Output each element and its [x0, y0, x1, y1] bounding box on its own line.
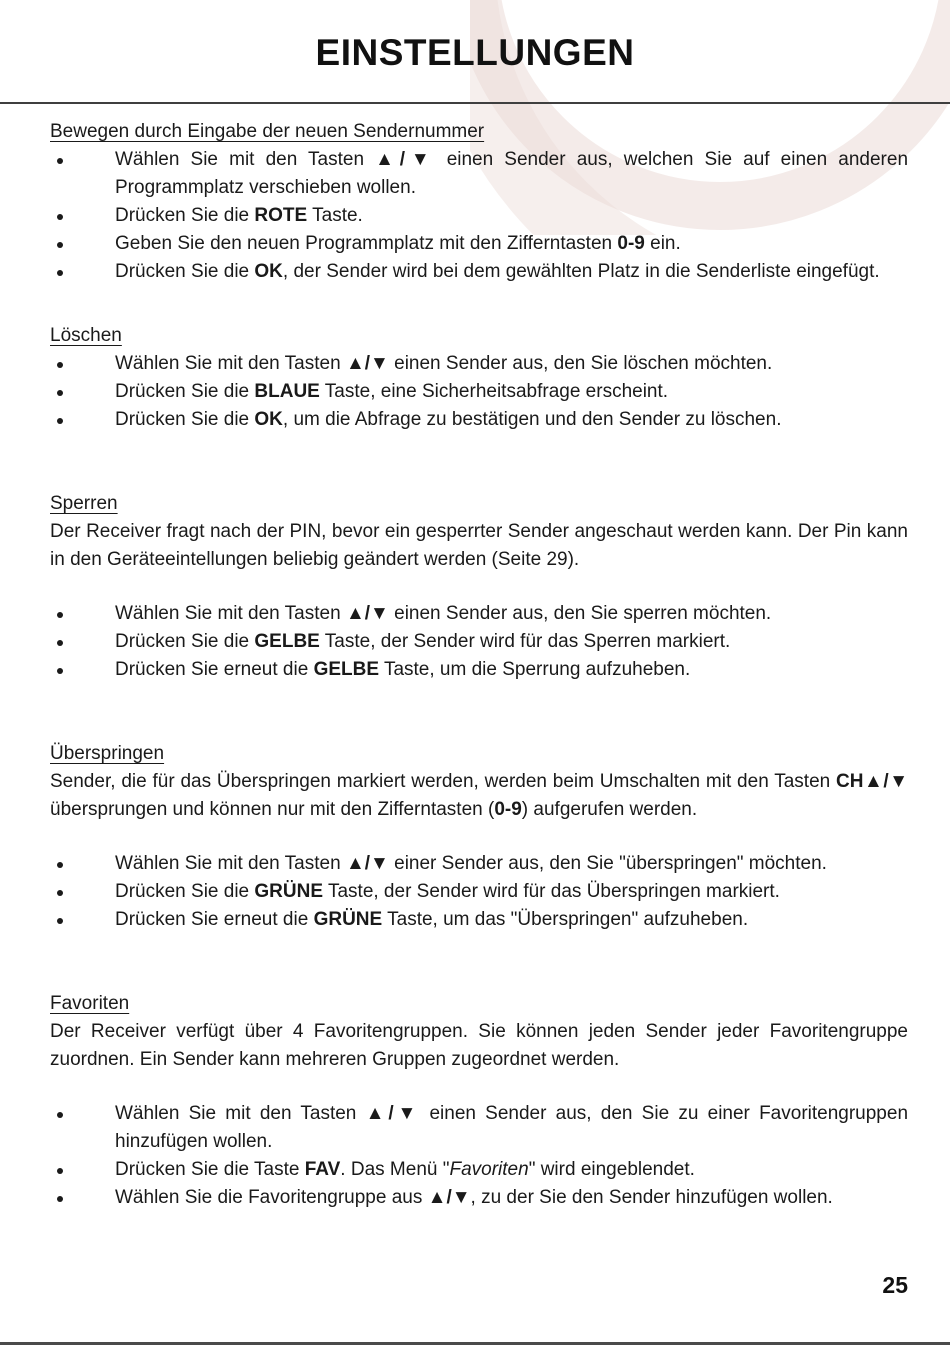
bullet-list — [50, 600, 908, 684]
text-run: Taste, um die Sperrung aufzuheben. — [379, 659, 691, 680]
bullet-item — [50, 906, 908, 934]
section-heading: Bewegen durch Eingabe der neuen Sendernummer — [50, 121, 485, 142]
text-run: Wählen Sie mit den Tasten — [115, 1103, 366, 1124]
bullet-list — [50, 146, 908, 286]
bullet-item — [50, 230, 908, 258]
emphasized-text: ▲/▼ — [345, 603, 389, 624]
emphasized-text: Favoriten — [449, 1159, 529, 1180]
section-bewegen-durch-eingabe-der-neuen-sendernummer — [50, 118, 908, 286]
text-run: Drücken Sie die — [115, 261, 255, 282]
text-run: Wählen Sie die Favoritengruppe aus — [115, 1187, 428, 1208]
page-title: EINSTELLUNGEN — [315, 32, 635, 73]
bullet-item — [50, 202, 908, 230]
bullet-item — [50, 350, 908, 378]
bullet-list — [50, 850, 908, 934]
bullet-item — [50, 146, 908, 202]
emphasized-text: ▲/▼ — [427, 1187, 471, 1208]
emphasized-text: GELBE — [254, 631, 320, 652]
text-run: einen Sender aus, welchen Sie auf einen anderen Programmplatz verschieben wollen. — [115, 149, 909, 198]
text-run: Drücken Sie die Taste — [115, 1159, 305, 1180]
bullet-item — [50, 850, 908, 878]
emphasized-text: GRÜNE — [254, 881, 324, 902]
section-u-berspringen — [50, 740, 908, 934]
emphasized-text: GELBE — [313, 659, 380, 680]
text-run: einen Sender aus, den Sie sperren möchten. — [388, 603, 772, 624]
text-run: Der Receiver verfügt über 4 Favoritengruppen. Sie können jeden Sender jeder Favoritengruppe zuordnen. Ein Sender kann mehreren Gruppen zugeordnet werden. — [50, 1021, 908, 1070]
emphasized-text: FAV — [304, 1159, 341, 1180]
section-paragraph — [50, 1018, 908, 1074]
emphasized-text: ROTE — [254, 205, 308, 226]
text-run: Taste, eine Sicherheitsabfrage erscheint. — [319, 381, 669, 402]
text-run: Drücken Sie die — [115, 205, 255, 226]
text-run: Sender, die für das Überspringen markiert werden, werden beim Umschalten mit den Tasten — [50, 771, 837, 792]
bullet-item — [50, 378, 908, 406]
section-heading: Überspringen — [50, 743, 165, 764]
text-run: " wird eingeblendet. — [528, 1159, 695, 1180]
text-run: einen Sender aus, den Sie zu einer Favoritengruppen hinzufügen wollen. — [115, 1103, 909, 1152]
section-lo-schen — [50, 322, 908, 434]
section-heading: Sperren — [50, 493, 118, 514]
emphasized-text: BLAUE — [254, 381, 320, 402]
emphasized-text: ▲/▼ — [345, 353, 389, 374]
emphasized-text: GRÜNE — [313, 909, 383, 930]
text-run: übersprungen und können nur mit den Zifferntasten ( — [50, 799, 495, 820]
emphasized-text: ▲/▼ — [375, 149, 436, 170]
text-run: Wählen Sie mit den Tasten — [115, 853, 346, 874]
text-run: , zu der Sie den Sender hinzufügen wollen. — [470, 1187, 833, 1208]
section-paragraph — [50, 768, 908, 824]
text-run: Der Receiver fragt nach der PIN, bevor ein gesperrter Sender angeschaut werden kann. Der Pin kann in den Geräteeintellungen beliebig geändert werden (Seite 29). — [50, 521, 908, 570]
bullet-item — [50, 878, 908, 906]
text-run: Drücken Sie die — [115, 409, 255, 430]
page-header — [0, 0, 950, 104]
text-run: Taste. — [307, 205, 363, 226]
text-run: Geben Sie den neuen Programmplatz mit den Zifferntasten — [115, 233, 618, 254]
section-sperren — [50, 490, 908, 684]
emphasized-text: ▲/▼ — [365, 1103, 421, 1124]
bullet-item — [50, 628, 908, 656]
section-heading: Löschen — [50, 325, 122, 346]
text-run: Taste, um das "Überspringen" aufzuheben. — [382, 909, 749, 930]
bullet-item — [50, 656, 908, 684]
text-run: Drücken Sie die — [115, 631, 255, 652]
text-run: einen Sender aus, den Sie löschen möchten. — [388, 353, 773, 374]
text-run: Drücken Sie die — [115, 881, 255, 902]
section-favoriten — [50, 990, 908, 1212]
text-run: einer Sender aus, den Sie "überspringen" möchten. — [388, 853, 827, 874]
bullet-list — [50, 1100, 908, 1212]
text-run: , um die Abfrage zu bestätigen und den Sender zu löschen. — [282, 409, 782, 430]
text-run: , der Sender wird bei dem gewählten Platz in die Senderliste eingefügt. — [282, 261, 880, 282]
section-heading: Favoriten — [50, 993, 130, 1014]
text-run: Drücken Sie erneut die — [115, 909, 314, 930]
text-run: Taste, der Sender wird für das Sperren markiert. — [319, 631, 731, 652]
bullet-item — [50, 258, 908, 286]
section-paragraph — [50, 518, 908, 574]
emphasized-text: ▲/▼ — [345, 853, 389, 874]
text-run: Taste, der Sender wird für das Überspringen markiert. — [323, 881, 780, 902]
bullet-item — [50, 1100, 908, 1156]
emphasized-text: CH▲/▼ — [836, 771, 908, 792]
bullet-item — [50, 1184, 908, 1212]
bullet-item — [50, 406, 908, 434]
bullet-list — [50, 350, 908, 434]
page-number: 25 — [882, 1272, 908, 1298]
text-run: Wählen Sie mit den Tasten — [115, 149, 376, 170]
bullet-item — [50, 1156, 908, 1184]
emphasized-text: 0-9 — [494, 799, 522, 820]
text-run: ) aufgerufen werden. — [521, 799, 698, 820]
bullet-item — [50, 600, 908, 628]
text-run: Drücken Sie erneut die — [115, 659, 314, 680]
text-run: Drücken Sie die — [115, 381, 255, 402]
page-content — [0, 104, 950, 1212]
emphasized-text: 0-9 — [617, 233, 645, 254]
text-run: . Das Menü " — [340, 1159, 450, 1180]
text-run: Wählen Sie mit den Tasten — [115, 603, 346, 624]
emphasized-text: OK — [254, 261, 283, 282]
text-run: ein. — [644, 233, 681, 254]
emphasized-text: OK — [254, 409, 283, 430]
text-run: Wählen Sie mit den Tasten — [115, 353, 346, 374]
